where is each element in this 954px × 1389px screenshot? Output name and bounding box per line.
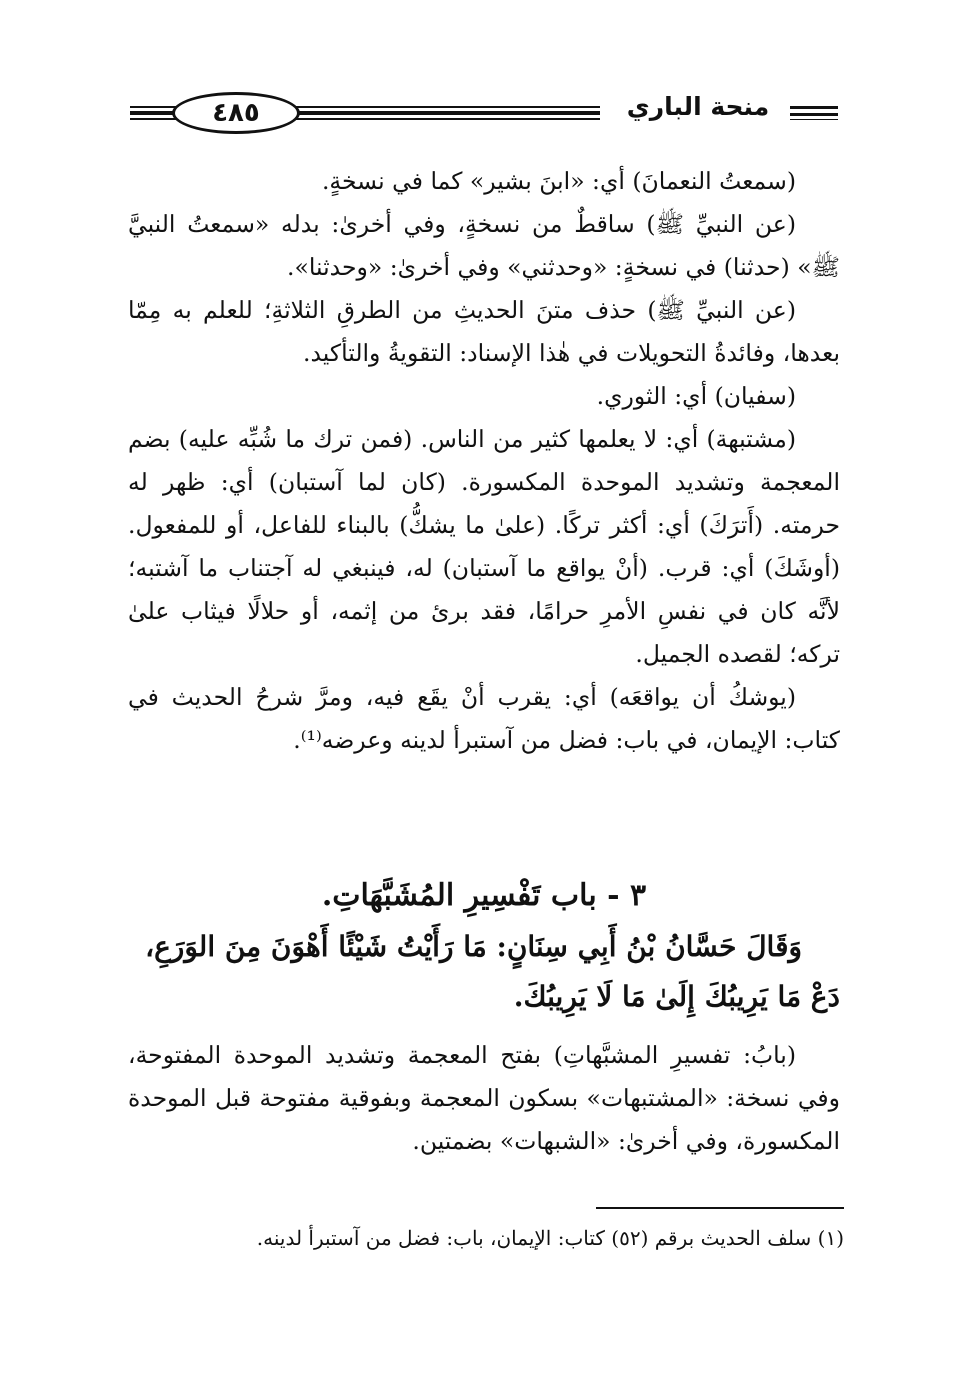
footnote: (١) سلف الحديث برقم (٥٢) كتاب: الإيمان، باب: فضل من آستبرأ لدينه. <box>256 1226 844 1250</box>
section-heading: ٣ - باب تَفْسِيرِ المُشَبَّهَاتِ. <box>321 878 647 913</box>
footnote-separator <box>596 1207 844 1209</box>
page-number: ٤٨٥ <box>212 98 260 128</box>
quote-line-2: دَعْ مَا يَرِيبُكَ إِلَىٰ مَا لَا يَرِيبُكَ. <box>513 980 840 1013</box>
hadith-quote <box>128 922 840 1022</box>
paragraph-6: (يوشكُ أن يواقعَه) أي: يقرب أنْ يقَع فيه، ومرَّ شرحُ الحديث في كتاب: الإيمان، في باب: فضل من آستبرأ لدينه وعرضه⁽¹⁾. <box>128 683 840 754</box>
paragraph-3: (عن النبيِّ ﷺ) حذف متنَ الحديثِ من الطرقِ الثلاثةِ؛ للعلم به مِمّا بعدها، وفائدةُ التحويلات في هٰذا الإسناد: التقويةُ والتأكيد. <box>128 296 840 367</box>
section-commentary-paragraph: (بابُ: تفسيرِ المشبَّهاتِ) بفتح المعجمة وتشديد الموحدة المفتوحة، وفي نسخة: «المشتبهات» بسكون المعجمة وبفوقية مفتوحة قبل الموحدة المكسورة، وفي أخرىٰ: «الشبهات» بضمتين. <box>128 1041 840 1155</box>
paragraph-2: (عن النبيِّ ﷺ) ساقطٌ من نسخةٍ، وفي أخرىٰ: بدله «سمعتُ النبيَّ ﷺ» (حدثنا) في نسخةٍ: «وحدثني» وفي أخرىٰ: «وحدثنا». <box>128 210 840 281</box>
section-commentary <box>128 1034 840 1163</box>
paragraph-1: (سمعتُ النعمانَ) أي: «ابنَ بشير» كما في نسخةٍ. <box>321 167 796 195</box>
paragraph-5: (مشتبهة) أي: لا يعلمها كثير من الناس. (فمن ترك ما شُبِّه عليه) بضم المعجمة وتشديد الموحدة المكسورة. (كان لما آستبان) أي: ظهر له حرمته. (أَترَكَ) أي: أكثر تركًا. (علىٰ ما يشكُّ) بالبناء للفاعل، أو للمفعول. (أوشَكَ) أي: قرب. (أنْ يواقع ما آستبان) له، فينبغي له آجتناب ما آشتبه؛ لأنَّه كان في نفسِ الأمرِ حرامًا، فقد برئ من إثمه، أو حلالًا فيثاب علىٰ تركه؛ لقصده الجميل. <box>128 425 840 668</box>
running-header <box>130 84 838 144</box>
commentary-body <box>128 160 840 762</box>
book-title: منحة الباري <box>626 92 770 121</box>
page-number-oval <box>172 92 300 134</box>
header-rule-right <box>790 106 838 120</box>
quote-line-1: وَقَالَ حَسَّانُ بْنُ أَبِي سِنَانٍ: مَا رَأَيْتُ شَيْئًا أَهْوَنَ مِنَ الوَرَعِ، <box>145 930 802 963</box>
paragraph-4: (سفيان) أي: الثوري. <box>596 382 796 410</box>
